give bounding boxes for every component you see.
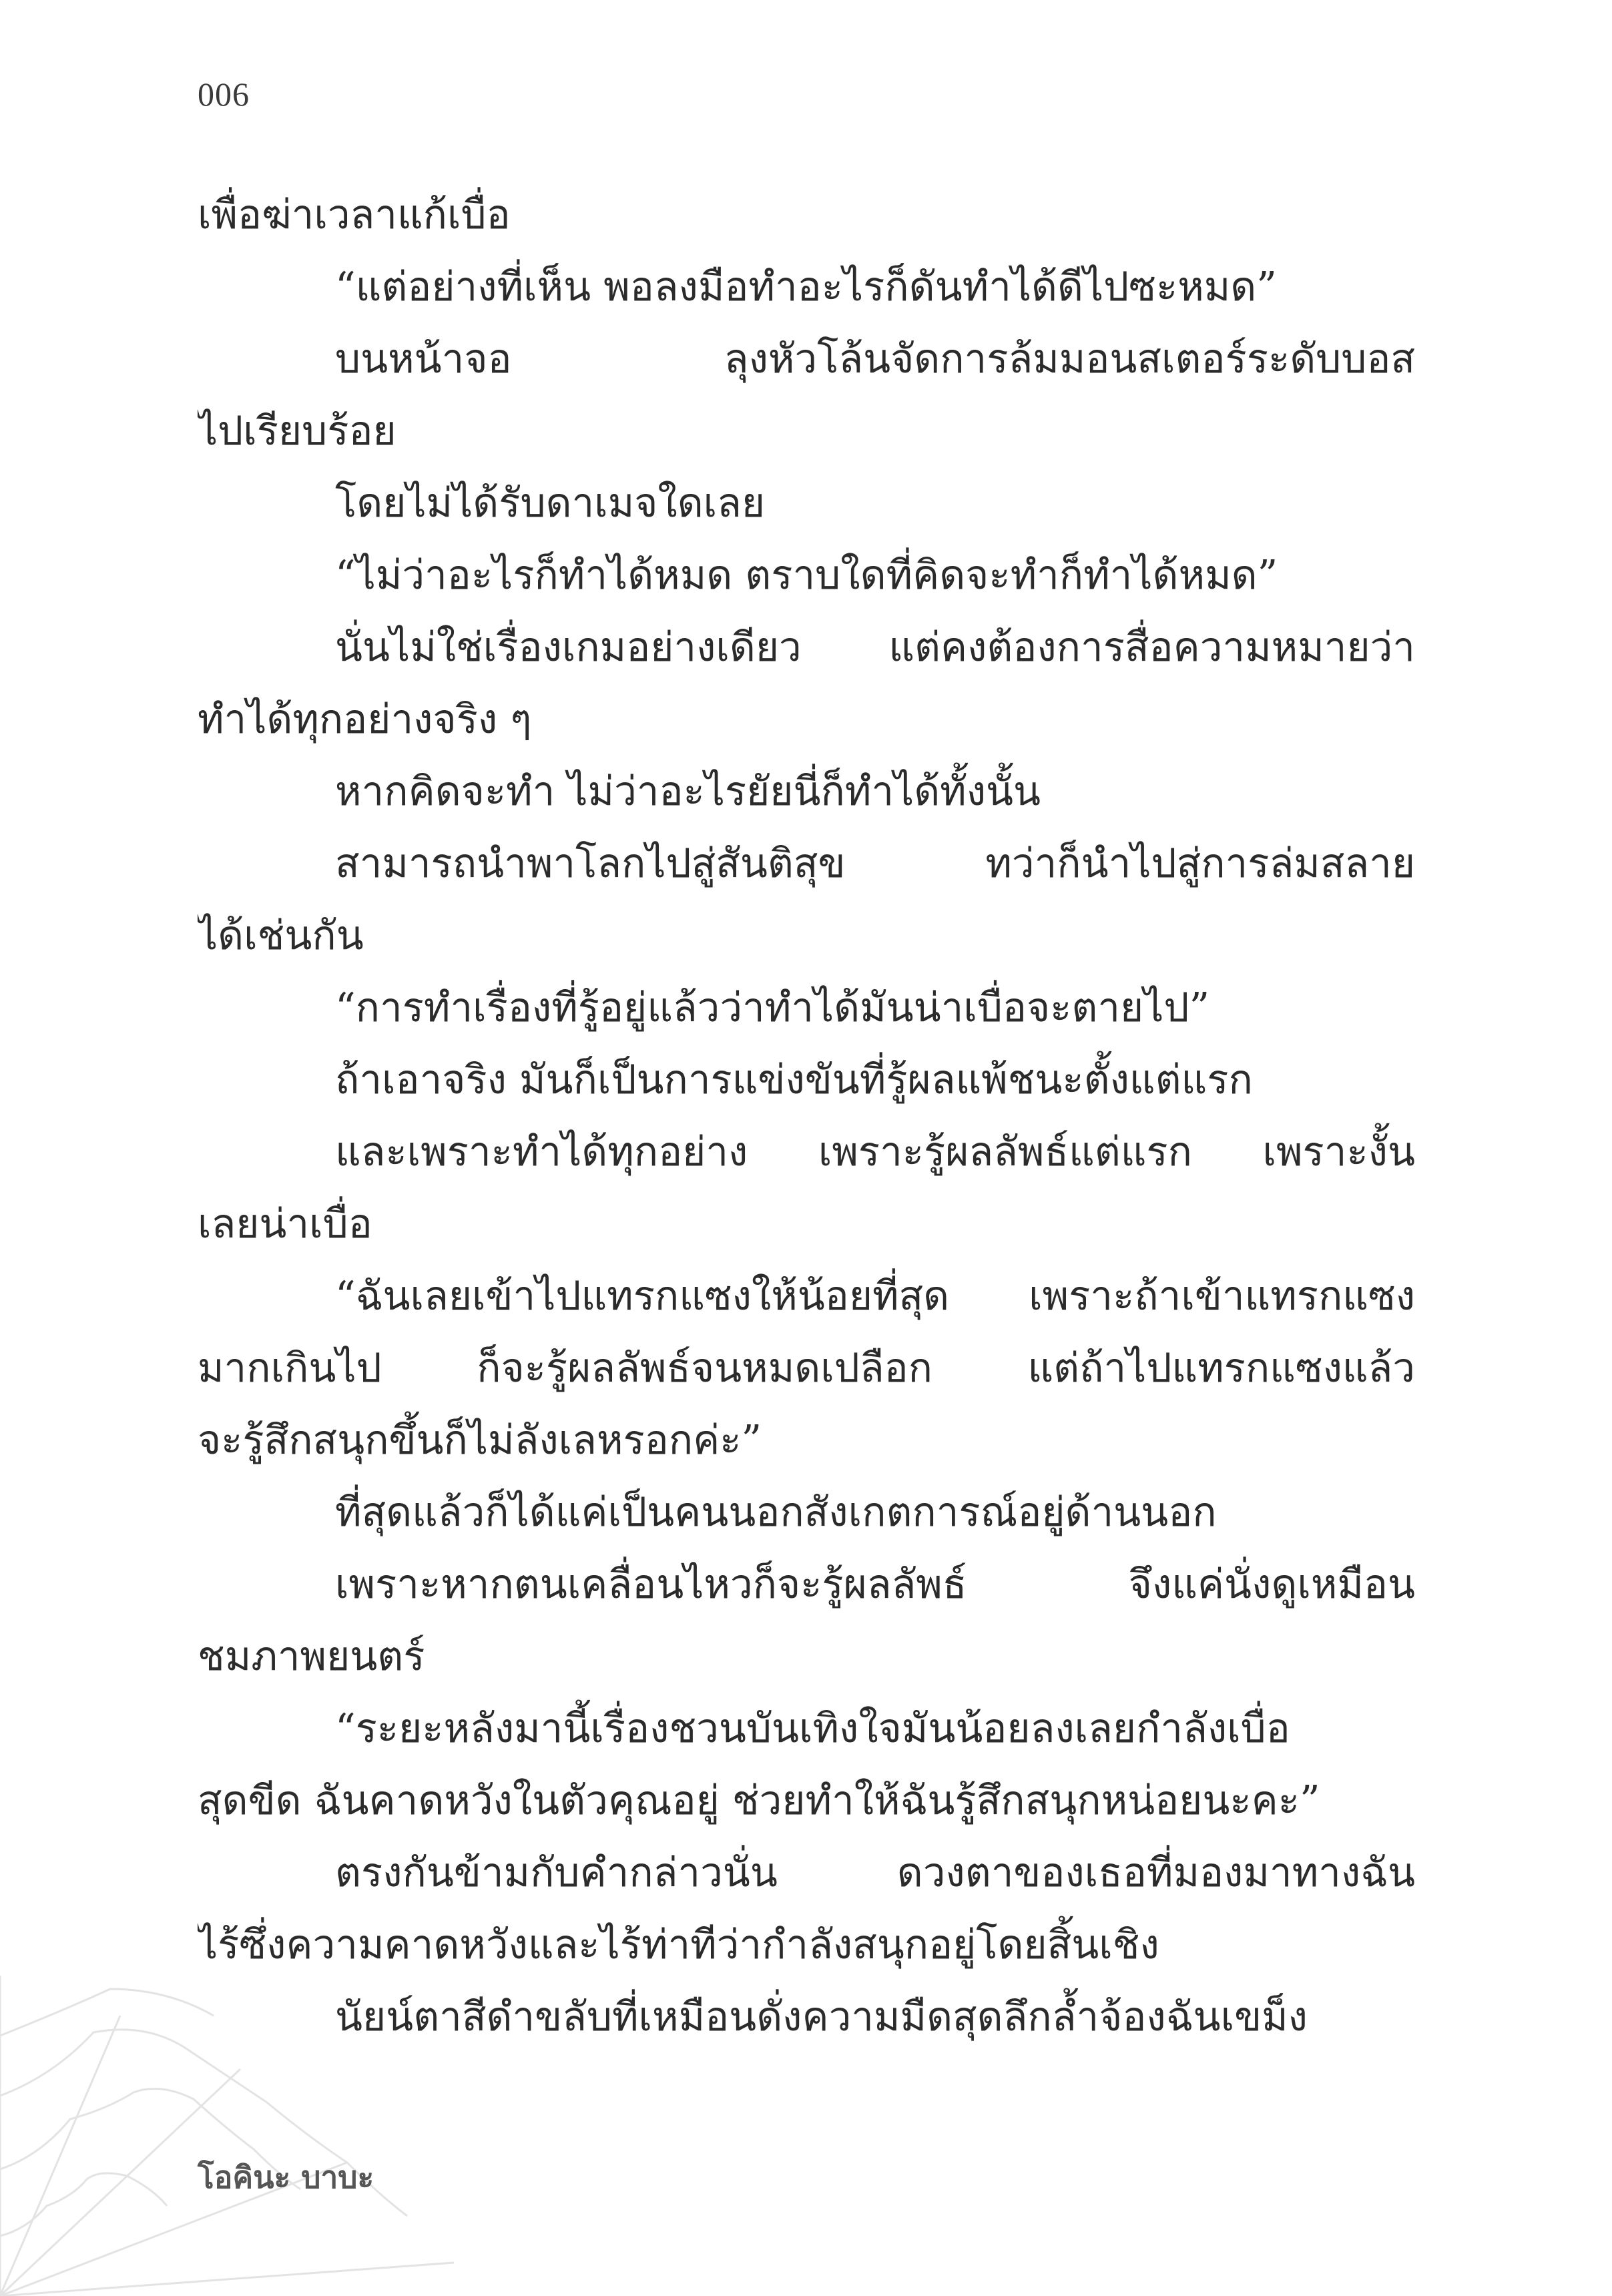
text-line: ที่สุดแล้วก็ได้แค่เป็นคนนอกสังเกตการณ์อยู่ด้านนอก xyxy=(335,1489,1217,1536)
text-line: และเพราะทำได้ทุกอย่าง เพราะรู้ผลลัพธ์แต่แรก เพราะงั้น xyxy=(335,1129,1415,1175)
footer-author: โอคินะ บาบะ xyxy=(198,2159,374,2195)
spider-web-icon xyxy=(0,1976,467,2296)
text-line: เพื่อฆ่าเวลาแก้เบื่อ xyxy=(198,192,511,238)
text-line: เลยน่าเบื่อ xyxy=(198,1201,372,1247)
text-line: ถ้าเอาจริง มันก็เป็นการแข่งขันที่รู้ผลแพ้ชนะตั้งแต่แรก xyxy=(335,1057,1253,1103)
text-line: จะรู้สึกสนุกขึ้นก็ไม่ลังเลหรอกค่ะ” xyxy=(198,1417,762,1464)
text-line: “ฉันเลยเข้าไปแทรกแซงให้น้อยที่สุด เพราะถ้าเข้าแทรกแซง xyxy=(335,1273,1415,1320)
text-line: ชมภาพยนตร์ xyxy=(198,1633,425,1680)
text-line: “แต่อย่างที่เห็น พอลงมือทำอะไรก็ดันทำได้ดีไปซะหมด” xyxy=(335,264,1277,310)
text-line: สุดขีด ฉันคาดหวังในตัวคุณอยู่ ช่วยทำให้ฉันรู้สึกสนุกหน่อยนะคะ” xyxy=(198,1777,1320,1824)
text-line: สามารถนำพาโลกไปสู่สันติสุข ทว่าก็นำไปสู่การล่มสลาย xyxy=(335,840,1415,887)
text-line: ไร้ซึ่งความคาดหวังและไร้ท่าทีว่ากำลังสนุกอยู่โดยสิ้นเชิง xyxy=(198,1922,1159,1968)
text-line: หากคิดจะทำ ไม่ว่าอะไรยัยนี่ก็ทำได้ทั้งนั้น xyxy=(335,768,1041,815)
text-line: ได้เช่นกัน xyxy=(198,912,364,959)
text-line: “ระยะหลังมานี้เรื่องชวนบันเทิงใจมันน้อยลงเลยกำลังเบื่อ xyxy=(335,1705,1290,1752)
text-line: นั่นไม่ใช่เรื่องเกมอย่างเดียว แต่คงต้องการสื่อความหมายว่า xyxy=(335,624,1415,671)
text-line: นัยน์ตาสีดำขลับที่เหมือนดั่งความมืดสุดลึกล้ำจ้องฉันเขม็ง xyxy=(335,1994,1308,2040)
text-line: มากเกินไป ก็จะรู้ผลลัพธ์จนหมดเปลือก แต่ถ้าไปแทรกแซงแล้ว xyxy=(198,1345,1415,1392)
text-line: “ไม่ว่าอะไรก็ทำได้หมด ตราบใดที่คิดจะทำก็ทำได้หมด” xyxy=(335,552,1278,599)
text-line: บนหน้าจอ ลุงหัวโล้นจัดการล้มมอนสเตอร์ระดับบอส xyxy=(335,336,1415,382)
page-number: 006 xyxy=(198,75,250,113)
text-line: ทำได้ทุกอย่างจริง ๆ xyxy=(198,696,532,743)
text-line: เพราะหากตนเคลื่อนไหวก็จะรู้ผลลัพธ์ จึงแค่นั่งดูเหมือน xyxy=(335,1561,1415,1608)
text-line: โดยไม่ได้รับดาเมจใดเลย xyxy=(335,480,766,527)
text-line: ตรงกันข้ามกับคำกล่าวนั่น ดวงตาของเธอที่มองมาทางฉัน xyxy=(335,1849,1415,1896)
text-line: ไปเรียบร้อย xyxy=(198,408,396,455)
text-line: “การทำเรื่องที่รู้อยู่แล้วว่าทำได้มันน่าเบื่อจะตายไป” xyxy=(335,984,1210,1031)
